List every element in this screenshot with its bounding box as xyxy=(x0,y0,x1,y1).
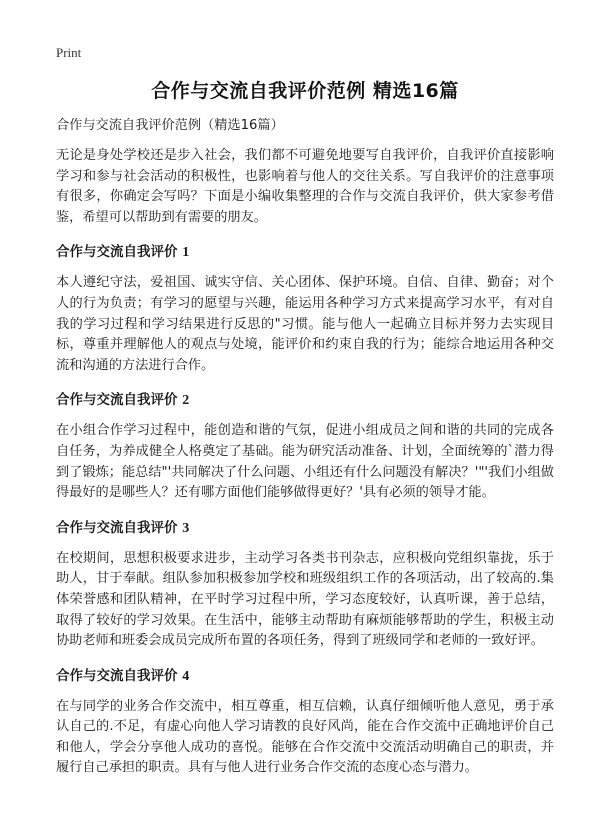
section-heading-text: 合作与交流自我评价 xyxy=(56,392,178,409)
section-heading-1 xyxy=(56,242,554,263)
intro-paragraph: 无论是身处学校还是步入社会，我们都不可避免地要写自我评价，自我评价直接影响学习和参与社会活动的积极性，也影响着与他人的交往关系。写自我评价的注意事项有很多，你确定会写吗？下面是小编收集整理的合作与交流自我评价，供大家参考借鉴，希望可以帮助到有需要的朋友。 xyxy=(56,148,554,225)
document-subtitle: 合作与交流自我评价范例（精选16篇） xyxy=(56,118,284,133)
section-heading-text: 合作与交流自我评价 xyxy=(56,244,178,261)
section-body-3: 在校期间，思想积极要求进步，主动学习各类书刊杂志，应积极向党组织靠拢，乐于助人，甘于奉献。组队参加积极参加学校和班级组织工作的各项活动，出了较高的.集体荣誉感和团队精神，在平时学习过程中所，学习态度较好，认真听课，善于总结，取得了较好的学习效果。在生活中，能够主动帮助有麻烦能够帮助的学生，积极主动协助老师和班委会成员完成所布置的各项任务，得到了班级同学和老师的一致好评。 xyxy=(56,550,554,649)
section-body-1: 本人遵纪守法，爱祖国、诚实守信、关心团体、保护环境。自信、自律、勤奋；对个人的行为负责；有学习的愿望与兴趣，能运用各种学习方式来提高学习水平，有对自我的学习过程和学习结果进行反思的"习惯。能与他人一起确立目标并努力去实现目标，尊重并理解他人的观点与处境，能评价和约束自我的行为；能综合地运用各种交流和沟通的方法进行合作。 xyxy=(56,275,554,373)
section-heading-text: 合作与交流自我评价 xyxy=(56,667,178,684)
section-heading-text: 合作与交流自我评价 xyxy=(56,519,178,536)
section-body-2: 在小组合作学习过程中，能创造和谐的气氛，促进小组成员之间和谐的共同的完成各自任务，为养成健全人格奠定了基础。能为研究活动准备、计划，全面统筹的`潜力得到了锻炼；能总结"'共同解决了什么问题、小组还有什么问题没有解决？'"'我们小组做得最好的是哪些人？还有哪方面他们能够做得更好？'具有必须的领导才能。 xyxy=(56,423,554,501)
section-body-4: 在与同学的业务合作交流中，相互尊重，相互信赖，认真仔细倾听他人意见，勇于承认自己的.不足，有虚心向他人学习请教的良好风尚，能在合作交流中正确地评价自己和他人，学会分享他人成功的喜悦。能够在合作交流中交流活动明确自己的职责，并履行自己承担的职责。具有与他人进行业务合作交流的态度心态与潜力。 xyxy=(56,698,554,776)
section-heading-2 xyxy=(56,390,554,411)
print-link[interactable]: Print xyxy=(56,45,82,60)
section-heading-3 xyxy=(56,518,554,539)
section-number: 3 xyxy=(182,520,190,536)
section-number: 1 xyxy=(182,245,190,261)
section-number: 2 xyxy=(182,393,190,409)
document-page xyxy=(56,42,554,779)
section-heading-4 xyxy=(56,666,554,687)
document-title: 合作与交流自我评价范例 精选16篇 xyxy=(151,80,459,102)
section-number: 4 xyxy=(182,668,190,684)
